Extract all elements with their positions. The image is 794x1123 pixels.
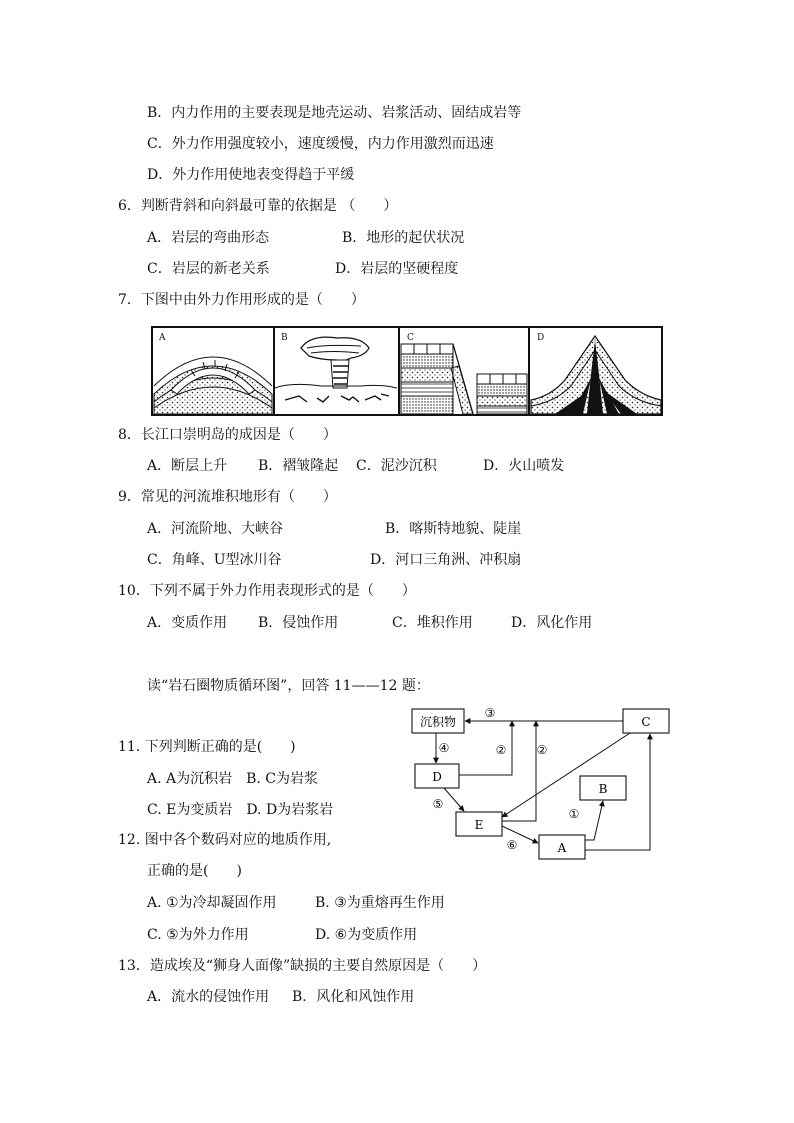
q12-stem-2: 正确的是( ) [147, 863, 242, 879]
q5-option-d: D．外力作用使地表变得趋于平缓 [147, 167, 355, 183]
q12-option-d: D. ⑥为变质作用 [315, 927, 418, 943]
num-4: ④ [438, 741, 450, 755]
q11-options-ab: A. A为沉积岩 B. C为岩浆 [147, 771, 319, 787]
q6-option-d: D．岩层的坚硬程度 [335, 261, 459, 277]
box-c-label: C [641, 715, 651, 729]
box-sediment-label: 沉积物 [419, 715, 457, 729]
box-d-label: D [432, 770, 442, 784]
q6-option-c: C．岩层的新老关系 [147, 261, 270, 277]
q9-option-d: D．河口三角洲、冲积扇 [370, 552, 522, 568]
q7-stem: 7．下图中由外力作用形成的是（ ） [118, 292, 365, 308]
q6-option-b: B．地形的起伏状况 [342, 230, 465, 246]
q10-stem: 10．下列不属于外力作用表现形式的是（ ） [118, 583, 416, 599]
num-5: ⑤ [432, 797, 444, 811]
q9-option-c: C．角峰、U型冰川谷 [147, 552, 282, 568]
q11-options-cd: C. E为变质岩 D. D为岩浆岩 [147, 802, 334, 818]
box-b-label: B [598, 782, 608, 796]
q9-stem: 9．常见的河流堆积地形有（ ） [118, 489, 337, 505]
q8-option-d: D．火山喷发 [483, 458, 565, 474]
num-2-left: ② [495, 743, 507, 757]
q5-option-c: C．外力作用强度较小，速度缓慢，内力作用激烈而迅速 [147, 136, 494, 152]
num-6: ⑥ [506, 838, 518, 852]
num-2-right: ② [536, 743, 548, 757]
q12-option-b: B. ③为重熔再生作用 [315, 895, 445, 911]
q9-option-b: B．喀斯特地貌、陡崖 [385, 521, 522, 537]
q5-option-b: B．内力作用的主要表现是地壳运动、岩浆活动、固结成岩等 [147, 105, 522, 121]
panel-c-label: C [407, 333, 414, 343]
q10-option-c: C．堆积作用 [392, 615, 473, 631]
q12-stem: 12. 图中各个数码对应的地质作用, [118, 832, 332, 848]
panel-d-label: D [537, 333, 545, 343]
num-3: ③ [484, 706, 496, 720]
q11-stem: 11. 下列判断正确的是( ) [118, 739, 296, 755]
section-intro: 读“岩石圈物质循环图”，回答 11——12 题： [147, 678, 430, 694]
q6-option-a: A．岩层的弯曲形态 [147, 230, 270, 246]
panel-b-label: B [281, 333, 288, 343]
q10-option-d: D．风化作用 [511, 615, 593, 631]
q10-option-a: A．变质作用 [147, 615, 228, 631]
rock-cycle-diagram [404, 700, 676, 866]
q8-option-c: C．泥沙沉积 [356, 458, 437, 474]
q13-option-b: B．风化和风蚀作用 [292, 989, 415, 1005]
q12-option-a: A. ①为冷却凝固作用 [147, 895, 277, 911]
q9-option-a: A．河流阶地、大峡谷 [147, 521, 284, 537]
q13-option-a: A．流水的侵蚀作用 [147, 989, 270, 1005]
q8-option-a: A．断层上升 [147, 458, 228, 474]
num-1: ① [568, 807, 580, 821]
q8-option-b: B．褶皱隆起 [258, 458, 339, 474]
q10-option-b: B．侵蚀作用 [258, 615, 339, 631]
q12-option-c: C. ⑤为外力作用 [147, 927, 249, 943]
q8-stem: 8．长江口崇明岛的成因是（ ） [118, 427, 337, 443]
box-a-label: A [557, 841, 567, 855]
panel-a-label: A [159, 333, 166, 343]
q13-stem: 13．造成埃及“狮身人面像”缺损的主要自然原因是（ ） [118, 958, 487, 974]
q6-stem: 6．判断背斜和向斜最可靠的依据是 （ ） [118, 198, 398, 214]
landform-figure-strip [151, 326, 663, 416]
box-e-label: E [474, 818, 484, 832]
